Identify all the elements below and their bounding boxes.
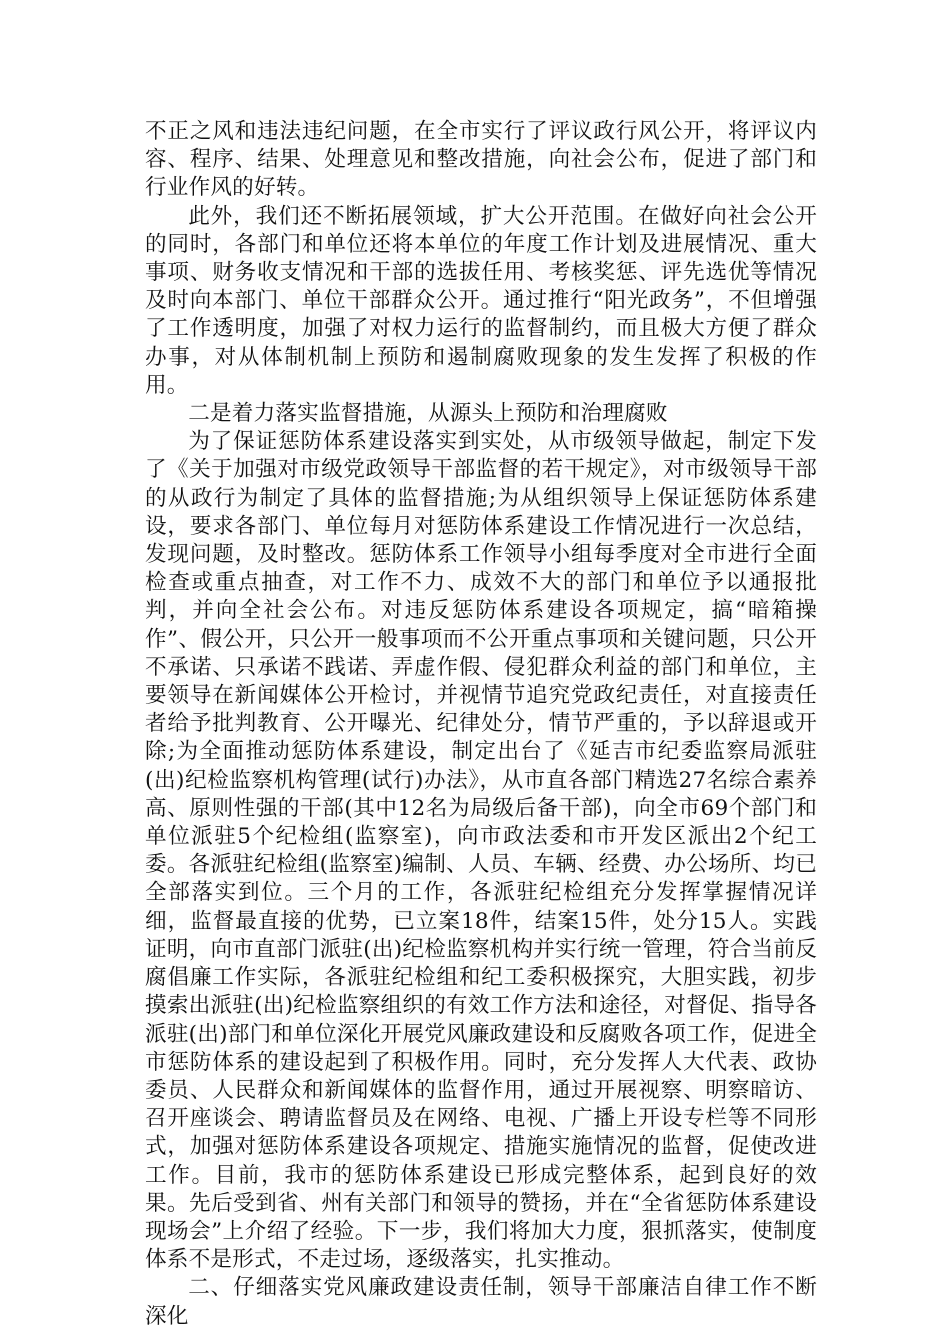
paragraph-1: 不正之风和违法违纪问题，在全市实行了评议政行风公开，将评议内容、程序、结果、处理意见和整改措施，向社会公布，促进了部门和行业作风的好转。 — [145, 119, 817, 201]
paragraph-3: 为了保证惩防体系建设落实到实处，从市级领导做起，制定下发了《关于加强对市级党政领导干部监督的若干规定》，对市级领导干部的从政行为制定了具体的监督措施;为从组织领导上保证惩防体系建设，要求各部门、单位每月对惩防体系建设工作情况进行一次总结，发现问题，及时整改。惩防体系工作领导小组每季度对全市进行全面检查或重点抽查，对工作不力、成效不大的部门和单位予以通报批判，并向全社会公布。对违反惩防体系建设各项规定，搞“暗箱操作”、假公开，只公开一般事项而不公开重点事项和关键问题，只公开不承诺、只承诺不践诺、弄虚作假、侵犯群众利益的部门和单位，主要领导在新闻媒体公开检讨，并视情节追究党政纪责任，对直接责任者给予批判教育、公开曝光、纪律处分，情节严重的，予以辞退或开除;为全面推动惩防体系建设，制定出台了《延吉市纪委监察局派驻(出)纪检监察机构管理(试行)办法》，从市直各部门精选27名综合素养高、原则性强的干部(其中12名为局级后备干部)，向全市69个部门和单位派驻5个纪检组(监察室)，向市政法委和市开发区派出2个纪工委。各派驻纪检组(监察室)编制、人员、车辆、经费、办公场所、均已全部落实到位。三个月的工作，各派驻纪检组充分发挥掌握情况详细，监督最直接的优势，已立案18件，结案15件，处分15人。实践证明，向市直部门派驻(出)纪检监察机构并实行统一管理，符合当前反腐倡廉工作实际，各派驻纪检组和纪工委积极探究，大胆实践，初步摸索出派驻(出)纪检监察组织的有效工作方法和途径，对督促、指导各派驻(出)部门和单位深化开展党风廉政建设和反腐败各项工作，促进全市惩防体系的建设起到了积极作用。同时，充分发挥人大代表、政协委员、人民群众和新闻媒体的监督作用，通过开展视察、明察暗访、召开座谈会、聘请监督员及在网络、电视、广播上开设专栏等不同形式，加强对惩防体系建设各项规定、措施实施情况的监督，促使改进工作。目前，我市的惩防体系建设已形成完整体系，起到良好的效果。先后受到省、州有关部门和领导的赞扬，并在“全省惩防体系建设现场会”上介绍了经验。下一步，我们将加大力度，狠抓落实，使制度体系不是形式，不走过场，逐级落实，扎实推动。 — [145, 429, 817, 1273]
paragraph-2: 此外，我们还不断拓展领域，扩大公开范围。在做好向社会公开的同时，各部门和单位还将本单位的年度工作计划及进展情况、重大事项、财务收支情况和干部的选拔任用、考核奖惩、评先选优等情况及时向本部门、单位干部群众公开。通过推行“阳光政务”，不但增强了工作透明度，加强了对权力运行的监督制约，而且极大方便了群众办事，对从体制机制上预防和遏制腐败现象的发生发挥了积极的作用。 — [145, 203, 817, 398]
section-heading-supervision: 二是着力落实监督措施，从源头上预防和治理腐败 — [188, 401, 668, 427]
section-heading-responsibility: 二、仔细落实党风廉政建设责任制，领导干部廉洁自律工作不断深化 — [145, 1275, 817, 1329]
document-body — [145, 118, 817, 1331]
